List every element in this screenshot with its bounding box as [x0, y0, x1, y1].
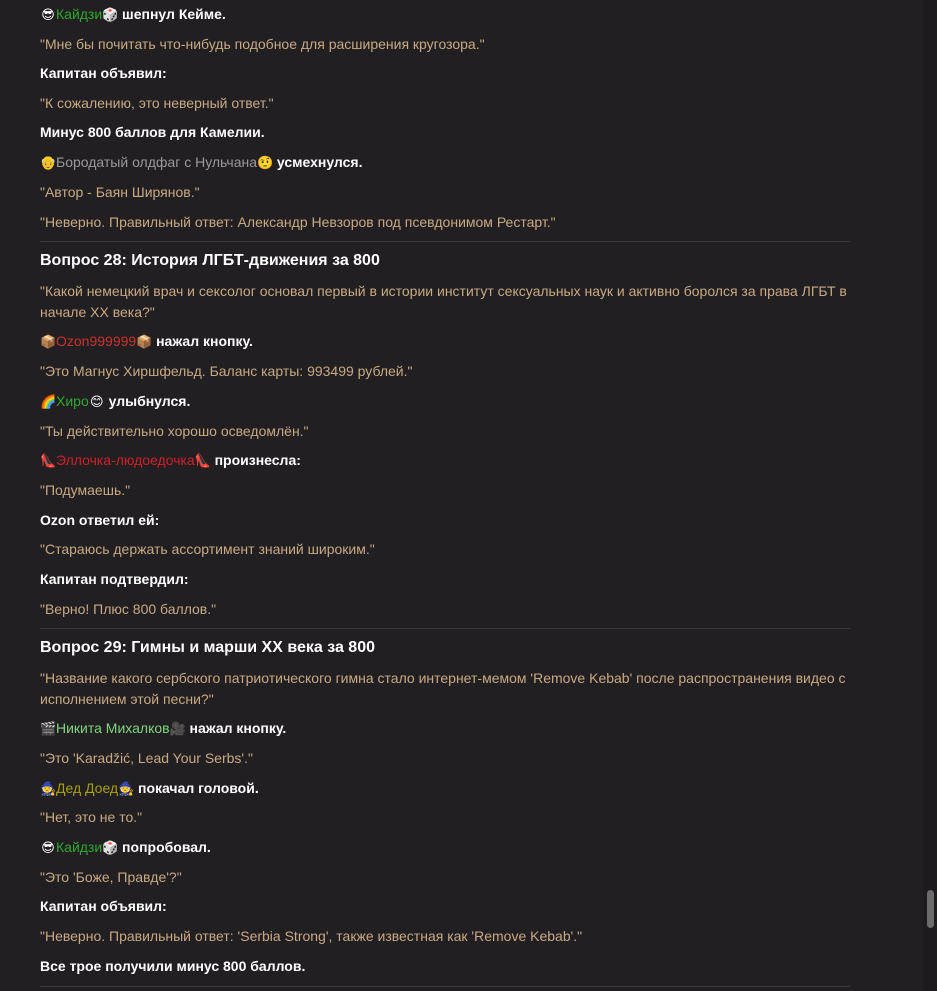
question-text: "Какой немецкий врач и сексолог основал первый в истории институт сексуальных наук и активно боролся за права ЛГБТ в начале XX века?": [40, 283, 847, 320]
quote-line: "Подумаешь.": [40, 482, 131, 498]
speaker-emoji-icon: 🧙: [118, 782, 135, 797]
speaker-emoji-icon: 🎲: [102, 8, 119, 23]
speaker-emoji-icon: 🎥: [169, 722, 186, 737]
quote-line: "Это 'Боже, Правде'?": [40, 869, 182, 885]
question-title: Вопрос 29: Гимны и марши XX века за 800: [40, 639, 375, 656]
quote-line: "Автор - Баян Ширянов.": [40, 184, 200, 200]
speaker-line: [40, 778, 890, 800]
narration-line: Капитан объявил:: [40, 898, 167, 914]
speaker-emoji-icon: 📦: [40, 335, 57, 350]
narration-line: Ozon ответил ей:: [40, 512, 160, 528]
speaker-name[interactable]: Хиро: [56, 393, 89, 409]
section-divider: [40, 628, 850, 629]
speaker-line: [40, 331, 890, 353]
speaker-emoji-icon: 📦: [136, 335, 153, 350]
speaker-line: [40, 391, 890, 413]
speaker-emoji-icon: 😊: [89, 395, 104, 410]
quote-line: "Мне бы почитать что-нибудь подобное для расширения кругозора.": [40, 36, 485, 52]
question-text: "Название какого сербского патриотического гимна стало интернет-мемом 'Remove Kebab' после распространения видео с исполнением этой песни?": [40, 670, 846, 707]
quote-line: "К сожалению, это неверный ответ.": [40, 95, 274, 111]
scrollbar-track[interactable]: [923, 0, 937, 991]
speaker-action: нажал кнопку.: [185, 720, 287, 736]
speaker-line: [40, 152, 890, 174]
speaker-emoji-icon: 🎬: [40, 722, 57, 737]
narration-line: Капитан подтвердил:: [40, 571, 189, 587]
speaker-action: шепнул Кейме.: [118, 6, 226, 22]
speaker-action: попробовал.: [118, 839, 211, 855]
speaker-line: [40, 837, 890, 859]
speaker-line: [40, 450, 890, 472]
section-divider: [40, 241, 850, 242]
speaker-emoji-icon: 😎: [41, 841, 55, 856]
speaker-action: произнесла:: [210, 452, 301, 468]
speaker-emoji-icon: 🌈: [40, 395, 57, 410]
speaker-line: [40, 718, 890, 740]
scrollbar-thumb[interactable]: [927, 890, 934, 928]
speaker-name[interactable]: Эллочка-людоедочка: [56, 452, 195, 468]
question-title: Вопрос 28: История ЛГБТ-движения за 800: [40, 252, 380, 269]
speaker-action: улыбнулся.: [104, 393, 191, 409]
narration-line: Все трое получили минус 800 баллов.: [40, 958, 306, 974]
speaker-name[interactable]: Никита Михалков: [56, 720, 170, 736]
speaker-emoji-icon: 👴: [40, 156, 57, 171]
narration-line: Минус 800 баллов для Камелии.: [40, 124, 265, 140]
quote-line: "Стараюсь держать ассортимент знаний широким.": [40, 541, 375, 557]
speaker-emoji-icon: 🤨: [257, 156, 274, 171]
section-divider: [40, 986, 850, 987]
quote-line: "Ты действительно хорошо осведомлён.": [40, 423, 309, 439]
speaker-name[interactable]: Кайдзи: [56, 6, 103, 22]
speaker-name[interactable]: Кайдзи: [56, 839, 103, 855]
speaker-action: нажал кнопку.: [152, 333, 253, 349]
speaker-emoji-icon: 👠: [194, 454, 211, 469]
speaker-line: [40, 4, 890, 26]
quote-line: "Это 'Karadžić, Lead Your Serbs'.": [40, 750, 253, 766]
quote-line: "Неверно. Правильный ответ: Александр Невзоров под псевдонимом Рестарт.": [40, 214, 556, 230]
quote-line: "Это Магнус Хиршфельд. Баланс карты: 993499 рублей.": [40, 363, 413, 379]
speaker-name[interactable]: Дед Доед: [56, 780, 119, 796]
speaker-emoji-icon: 😎: [41, 8, 55, 23]
quote-line: "Неверно. Правильный ответ: 'Serbia Strong', также известная как 'Remove Kebab'.": [40, 928, 583, 944]
quote-line: "Нет, это не то.": [40, 809, 143, 825]
speaker-name[interactable]: Ozon999999: [56, 333, 137, 349]
quote-line: "Верно! Плюс 800 баллов.": [40, 601, 217, 617]
speaker-emoji-icon: 🧙: [40, 782, 57, 797]
speaker-emoji-icon: 🎲: [102, 841, 119, 856]
narration-line: Капитан объявил:: [40, 65, 167, 81]
speaker-name[interactable]: Бородатый олдфаг с Нульчана: [56, 154, 258, 170]
speaker-emoji-icon: 👠: [40, 454, 57, 469]
speaker-action: усмехнулся.: [273, 154, 363, 170]
speaker-action: покачал головой.: [134, 780, 259, 796]
